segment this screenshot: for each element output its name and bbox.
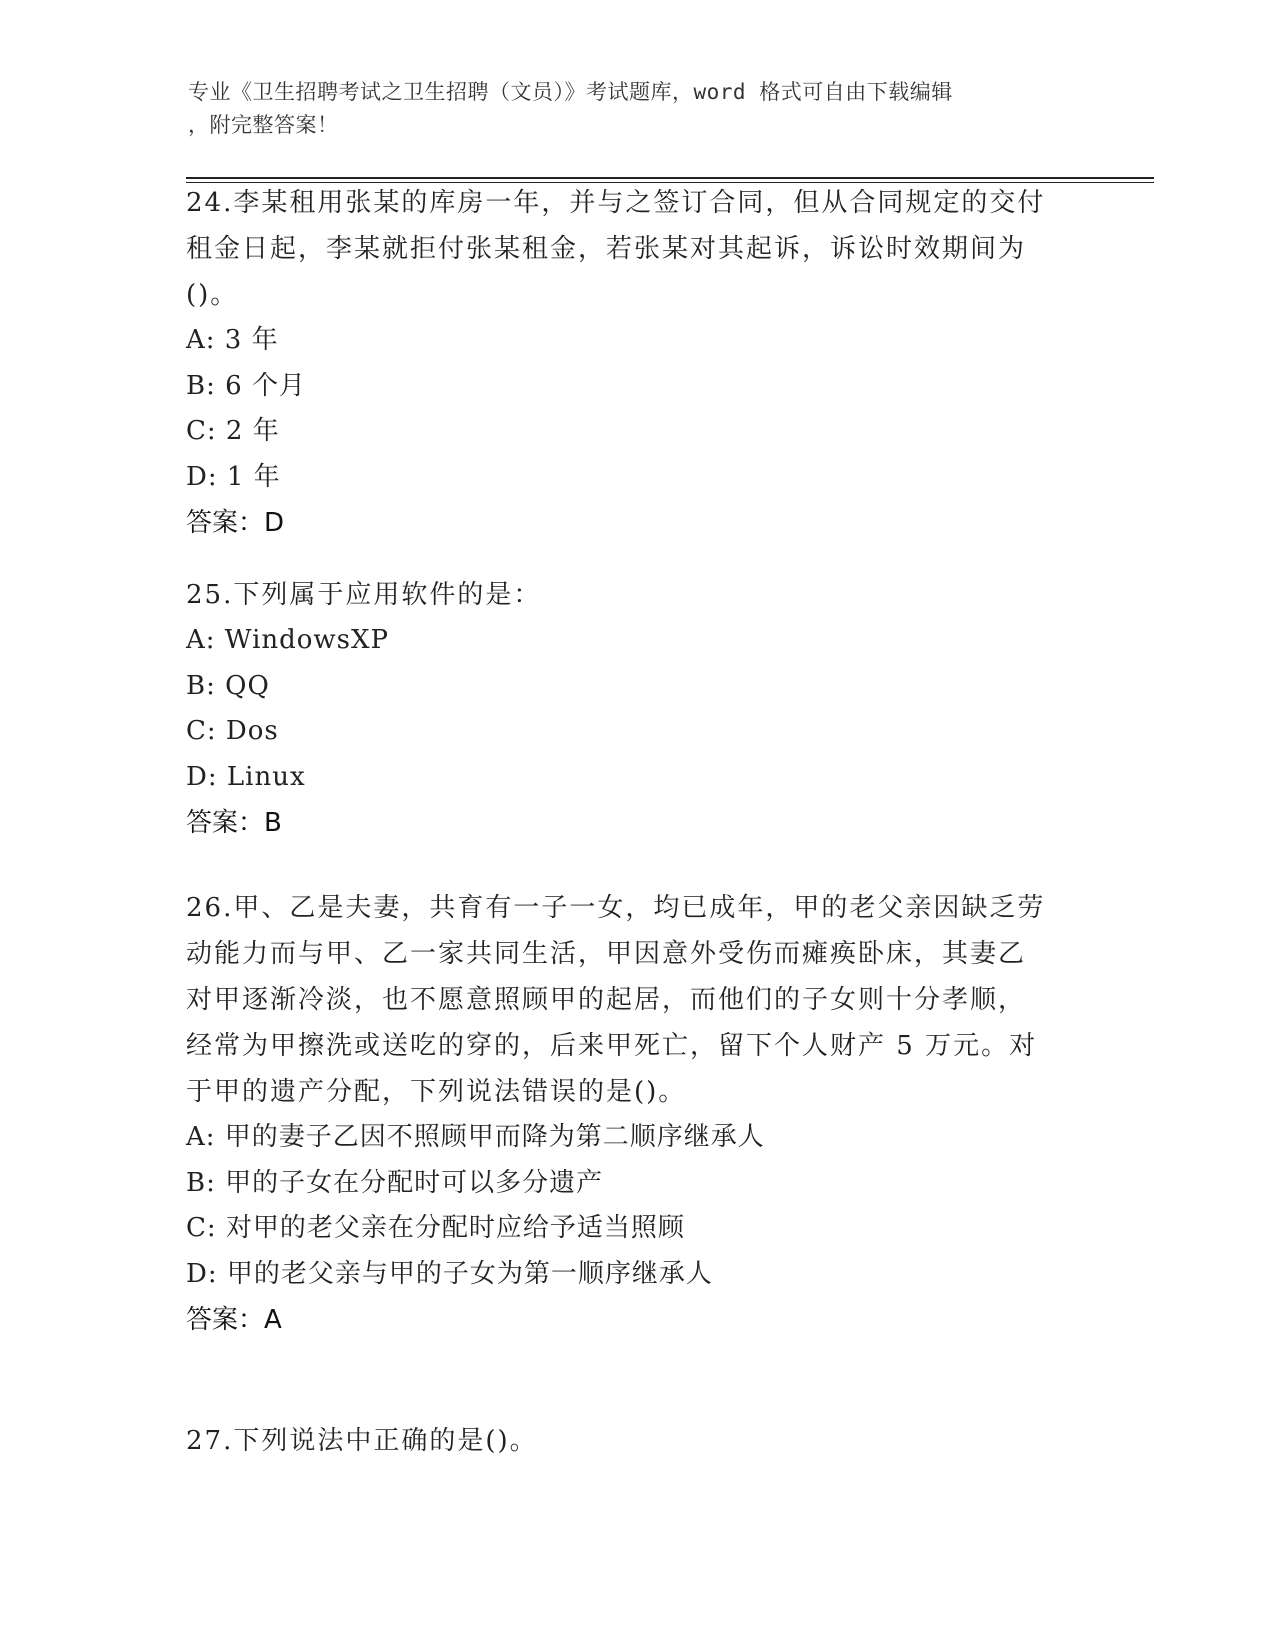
option-a: A: 3 年: [186, 325, 279, 355]
question-text-line: 27.下列说法中正确的是()。: [186, 1426, 538, 1456]
answer: 答案：B: [186, 808, 282, 838]
question-text-line: 于甲的遗产分配，下列说法错误的是()。: [186, 1077, 687, 1107]
question-text-line: ()。: [186, 280, 239, 310]
question-text-line: 25.下列属于应用软件的是：: [186, 580, 542, 610]
answer: 答案：D: [186, 508, 285, 538]
option-c: C: 对甲的老父亲在分配时应给予适当照顾: [186, 1213, 685, 1243]
answer: 答案：A: [186, 1305, 282, 1335]
question-26: [186, 885, 1086, 1343]
question-text-line: 租金日起，李某就拒付张某租金，若张某对其起诉，诉讼时效期间为: [186, 234, 1027, 264]
option-c: C: 2 年: [186, 416, 280, 446]
question-text-line: 24.李某租用张某的库房一年，并与之签订合同，但从合同规定的交付: [186, 188, 1046, 218]
question-text-line: 动能力而与甲、乙一家共同生活，甲因意外受伤而瘫痪卧床，其妻乙: [186, 939, 1027, 969]
question-text-line: 经常为甲擦洗或送吃的穿的，后来甲死亡，留下个人财产 5 万元。对: [186, 1031, 1038, 1061]
option-d: D: 1 年: [186, 461, 281, 492]
question-25: [186, 572, 1086, 846]
question-24: [186, 180, 1086, 546]
option-c: C: Dos: [186, 716, 279, 746]
option-b: B: 甲的子女在分配时可以多分遗产: [186, 1167, 604, 1198]
question-text-line: 26.甲、乙是夫妻，共育有一子一女，均已成年，甲的老父亲因缺乏劳: [186, 893, 1046, 923]
header-rule-thick: [186, 177, 1154, 179]
header-line-1: 专业《卫生招聘考试之卫生招聘（文员）》考试题库，word 格式可自由下载编辑: [188, 80, 953, 104]
option-d: D: Linux: [186, 761, 306, 792]
option-d: D: 甲的老父亲与甲的子女为第一顺序继承人: [186, 1258, 713, 1289]
question-text-line: 对甲逐渐冷淡，也不愿意照顾甲的起居，而他们的子女则十分孝顺，: [186, 985, 1027, 1015]
question-27: [186, 1418, 1086, 1464]
header-line-2: ，附完整答案！: [188, 113, 339, 137]
option-b: B: 6 个月: [186, 370, 306, 401]
option-a: A: 甲的妻子乙因不照顾甲而降为第二顺序继承人: [186, 1122, 765, 1152]
document-header: [188, 76, 1068, 142]
option-b: B: QQ: [186, 670, 270, 701]
option-a: A: WindowsXP: [186, 625, 390, 655]
